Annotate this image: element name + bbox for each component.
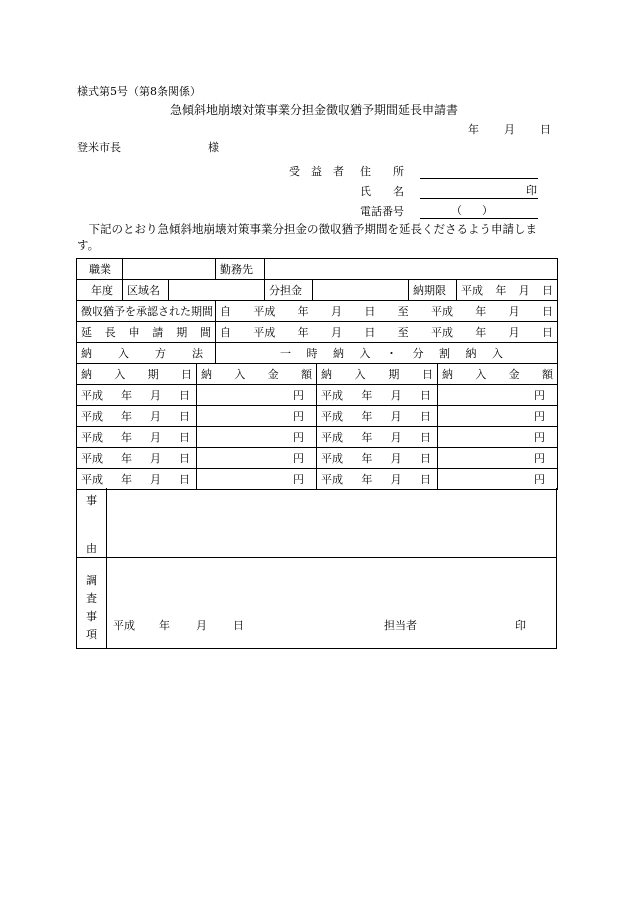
survey-month: 月: [196, 619, 207, 632]
occupation-label: 職業: [77, 259, 123, 280]
address-label: 住 所: [360, 165, 404, 178]
phone-field[interactable]: [420, 204, 538, 219]
installment-date-cell[interactable]: 平成 年 月 日: [77, 448, 197, 469]
due-date-header-left: 納 入 期 日: [81, 368, 192, 381]
extension-period-field[interactable]: 自 平成 年 月 日 至 平成 年 月 日: [220, 326, 553, 339]
approved-period-row: [77, 301, 558, 322]
area-name-field[interactable]: [169, 280, 265, 301]
beneficiary-label: 受 益 者: [289, 165, 344, 178]
name-field[interactable]: [420, 184, 538, 199]
installment-date-cell[interactable]: 平成 年 月 日: [77, 427, 197, 448]
extension-period-label: 延 長 申 請 期 間: [81, 326, 211, 339]
installment-date-cell[interactable]: 平成 年 月 日: [317, 448, 438, 469]
payment-method-value[interactable]: 一 時 納 入 ・ 分 割 納 入: [280, 347, 503, 360]
yen-unit: 円: [534, 473, 545, 486]
addressee-suffix: 様: [208, 141, 219, 154]
payment-method-row: [77, 343, 558, 364]
installment-amount-cell[interactable]: [438, 469, 558, 490]
installment-date-cell[interactable]: 平成 年 月 日: [317, 406, 438, 427]
date-month: 月: [504, 123, 515, 136]
info-table: [76, 258, 558, 364]
installment-amount-cell[interactable]: [438, 406, 558, 427]
extension-period-row: [77, 322, 558, 343]
installment-date-cell[interactable]: 平成 年 月 日: [77, 385, 197, 406]
yen-unit: 円: [534, 431, 545, 444]
survey-label-char: 調: [86, 574, 97, 587]
reason-label-cell: [77, 488, 107, 557]
amount-header-right: 納 入 金 額: [442, 368, 553, 381]
installment-amount-cell[interactable]: [438, 448, 558, 469]
survey-label-char: 項: [86, 628, 97, 641]
installment-amount-cell[interactable]: [197, 427, 317, 448]
phone-label: 電話番号: [360, 205, 404, 218]
survey-label-char: 事: [86, 610, 97, 623]
workplace-label: 勤務先: [216, 259, 265, 280]
installment-date-cell[interactable]: 平成 年 月 日: [317, 385, 438, 406]
yen-unit: 円: [293, 431, 304, 444]
reason-field[interactable]: [107, 488, 556, 557]
addressee-name: 登米市長: [77, 141, 121, 154]
yen-unit: 円: [534, 410, 545, 423]
document-title: 急傾斜地崩壊対策事業分担金徴収猶予期間延長申請書: [170, 103, 459, 117]
approved-period-field[interactable]: 自 平成 年 月 日 至 平成 年 月 日: [220, 305, 553, 318]
survey-era: 平成: [113, 619, 135, 632]
yen-unit: 円: [293, 473, 304, 486]
reason-box: [76, 488, 557, 558]
due-date-header-right: 納 入 期 日: [321, 368, 433, 381]
installment-amount-cell[interactable]: [197, 448, 317, 469]
officer-label: 担当者: [384, 619, 417, 632]
installment-date-cell[interactable]: 平成 年 月 日: [317, 469, 438, 490]
form-number: 様式第5号（第8条関係）: [77, 85, 201, 98]
fiscal-row: [77, 280, 558, 301]
schedule-row: [77, 406, 558, 427]
schedule-row: [77, 448, 558, 469]
date-day: 日: [540, 123, 551, 136]
survey-box: [76, 557, 557, 649]
schedule-row: [77, 427, 558, 448]
yen-unit: 円: [293, 389, 304, 402]
area-name-label: 区域名: [123, 280, 169, 301]
installment-date-cell[interactable]: 平成 年 月 日: [317, 427, 438, 448]
installment-amount-cell[interactable]: [438, 385, 558, 406]
survey-year: 年: [159, 619, 170, 632]
installment-amount-cell[interactable]: [197, 385, 317, 406]
reason-char-1: 事: [86, 494, 97, 507]
statement-line2: す。: [77, 238, 100, 252]
survey-label: [86, 572, 97, 644]
fiscal-year-label: 年度: [77, 280, 123, 301]
yen-unit: 円: [534, 452, 545, 465]
installment-amount-cell[interactable]: [197, 406, 317, 427]
date-year: 年: [468, 123, 479, 136]
installment-date-cell[interactable]: 平成 年 月 日: [77, 469, 197, 490]
survey-day: 日: [233, 619, 244, 632]
installment-date-cell[interactable]: 平成 年 月 日: [77, 406, 197, 427]
officer-seal: 印: [515, 619, 526, 632]
statement-line1: 下記のとおり急傾斜地崩壊対策事業分担金の徴収猶予期間を延長くださるよう申請しま: [77, 222, 537, 236]
due-label: 納期限: [409, 280, 457, 301]
survey-label-cell: [77, 558, 107, 648]
address-field[interactable]: [420, 164, 538, 179]
phone-paren-open: （: [451, 204, 462, 217]
workplace-field[interactable]: [265, 259, 558, 280]
phone-paren-close: ）: [482, 204, 493, 217]
installment-amount-cell[interactable]: [197, 469, 317, 490]
yen-unit: 円: [293, 452, 304, 465]
share-label: 分担金: [265, 280, 313, 301]
yen-unit: 円: [534, 389, 545, 402]
approved-period-label: 徴収猶予を承認された期間: [77, 301, 216, 322]
payment-schedule-table: [76, 363, 558, 490]
name-label: 氏 名: [360, 185, 404, 198]
seal-mark: 印: [526, 184, 537, 197]
amount-header-left: 納 入 金 額: [201, 368, 312, 381]
survey-label-char: 査: [86, 592, 97, 605]
due-date[interactable]: 平成 年 月 日: [461, 284, 553, 297]
schedule-header-row: [77, 364, 558, 385]
payment-method-label: 納 入 方 法: [81, 347, 203, 360]
installment-amount-cell[interactable]: [438, 427, 558, 448]
schedule-row: [77, 469, 558, 490]
occupation-row: [77, 259, 558, 280]
share-field[interactable]: [313, 280, 409, 301]
yen-unit: 円: [293, 410, 304, 423]
occupation-field[interactable]: [123, 259, 216, 280]
reason-char-2: 由: [86, 542, 97, 555]
schedule-row: [77, 385, 558, 406]
